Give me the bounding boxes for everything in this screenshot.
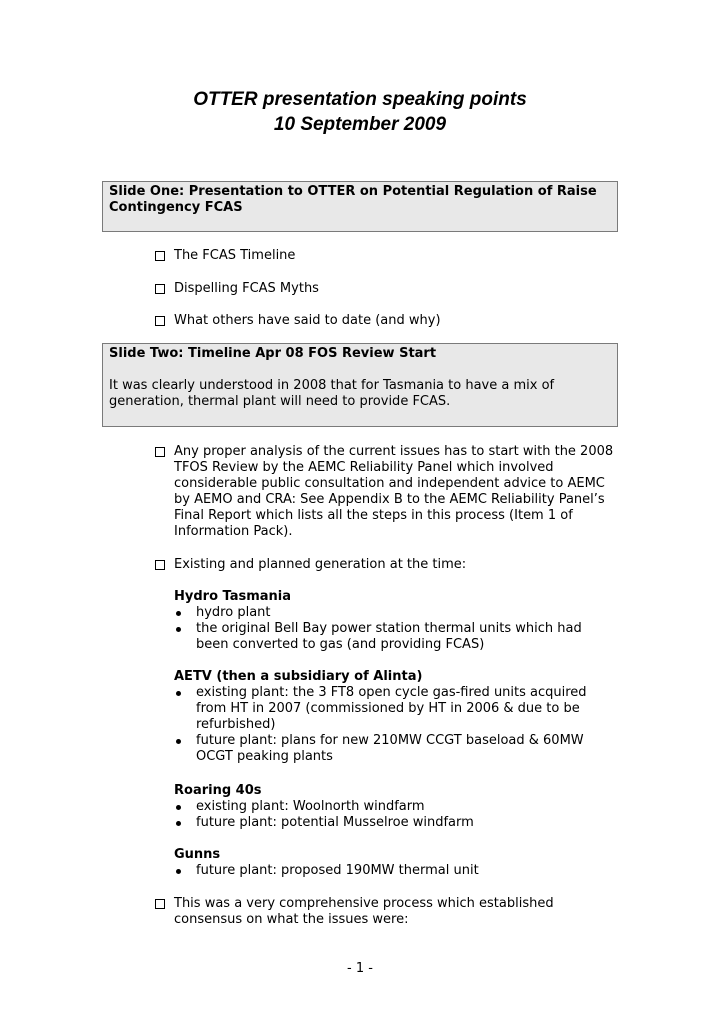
list-item: the original Bell Bay power station thermal units which had been converted to gas (and providing FCAS) bbox=[174, 621, 614, 653]
list-item: future plant: proposed 190MW thermal unit bbox=[174, 863, 614, 879]
document-date: 10 September 2009 bbox=[273, 114, 447, 135]
document-title: OTTER presentation speaking points bbox=[193, 89, 527, 110]
checkbox-icon bbox=[155, 560, 165, 570]
generator-group bbox=[174, 669, 614, 765]
slide-two-body: It was clearly understood in 2008 that for Tasmania to have a mix of generation, thermal plant will need to provide FCAS. bbox=[109, 378, 555, 409]
slide-two-heading: Slide Two: Timeline Apr 08 FOS Review Start bbox=[109, 346, 437, 361]
bullet-icon bbox=[176, 739, 181, 744]
list-item: existing plant: the 3 FT8 open cycle gas-fired units acquired from HT in 2007 (commissioned by HT in 2006 & due to be refurbished) bbox=[174, 685, 614, 733]
page-number: - 1 - bbox=[347, 961, 373, 976]
generator-group bbox=[174, 847, 614, 879]
checkbox-icon bbox=[155, 251, 165, 261]
bullet-icon bbox=[176, 869, 181, 874]
slide-one-box bbox=[102, 181, 618, 232]
generator-group bbox=[174, 783, 614, 831]
group-heading: Gunns bbox=[174, 847, 221, 862]
slide-two-box bbox=[102, 343, 618, 427]
checklist-item: Any proper analysis of the current issues has to start with the 2008 TFOS Review by the AEMC Reliability Panel which involved considerable public consultation and independent advice to AEMC by AEMO and CRA: See Appendix B to the AEMC Reliability Panel’s Final Report which lists all the steps in this process (Item 1 of Information Pack). bbox=[155, 444, 615, 540]
checklist-item: Dispelling FCAS Myths bbox=[155, 281, 615, 297]
checkbox-icon bbox=[155, 284, 165, 294]
bullet-list bbox=[174, 799, 614, 831]
list-item: future plant: plans for new 210MW CCGT baseload & 60MW OCGT peaking plants bbox=[174, 733, 614, 765]
list-item: hydro plant bbox=[174, 605, 614, 621]
generator-group bbox=[174, 589, 614, 653]
bullet-icon bbox=[176, 821, 181, 826]
checkbox-icon bbox=[155, 316, 165, 326]
checklist-item: The FCAS Timeline bbox=[155, 248, 615, 264]
checklist-item: This was a very comprehensive process which established consensus on what the issues were: bbox=[155, 896, 615, 928]
bullet-icon bbox=[176, 805, 181, 810]
bullet-icon bbox=[176, 691, 181, 696]
bullet-icon bbox=[176, 627, 181, 632]
list-item: future plant: potential Musselroe windfarm bbox=[174, 815, 614, 831]
bullet-list bbox=[174, 605, 614, 653]
group-heading: AETV (then a subsidiary of Alinta) bbox=[174, 669, 423, 684]
bullet-list bbox=[174, 863, 614, 879]
bullet-list bbox=[174, 685, 614, 765]
checklist-item: Existing and planned generation at the time: bbox=[155, 557, 615, 573]
checkbox-icon bbox=[155, 447, 165, 457]
group-heading: Roaring 40s bbox=[174, 783, 262, 798]
checklist-item: What others have said to date (and why) bbox=[155, 313, 615, 329]
bullet-icon bbox=[176, 611, 181, 616]
group-heading: Hydro Tasmania bbox=[174, 589, 292, 604]
list-item: existing plant: Woolnorth windfarm bbox=[174, 799, 614, 815]
checkbox-icon bbox=[155, 899, 165, 909]
slide-one-heading: Slide One: Presentation to OTTER on Potential Regulation of Raise Contingency FCAS bbox=[109, 184, 597, 215]
